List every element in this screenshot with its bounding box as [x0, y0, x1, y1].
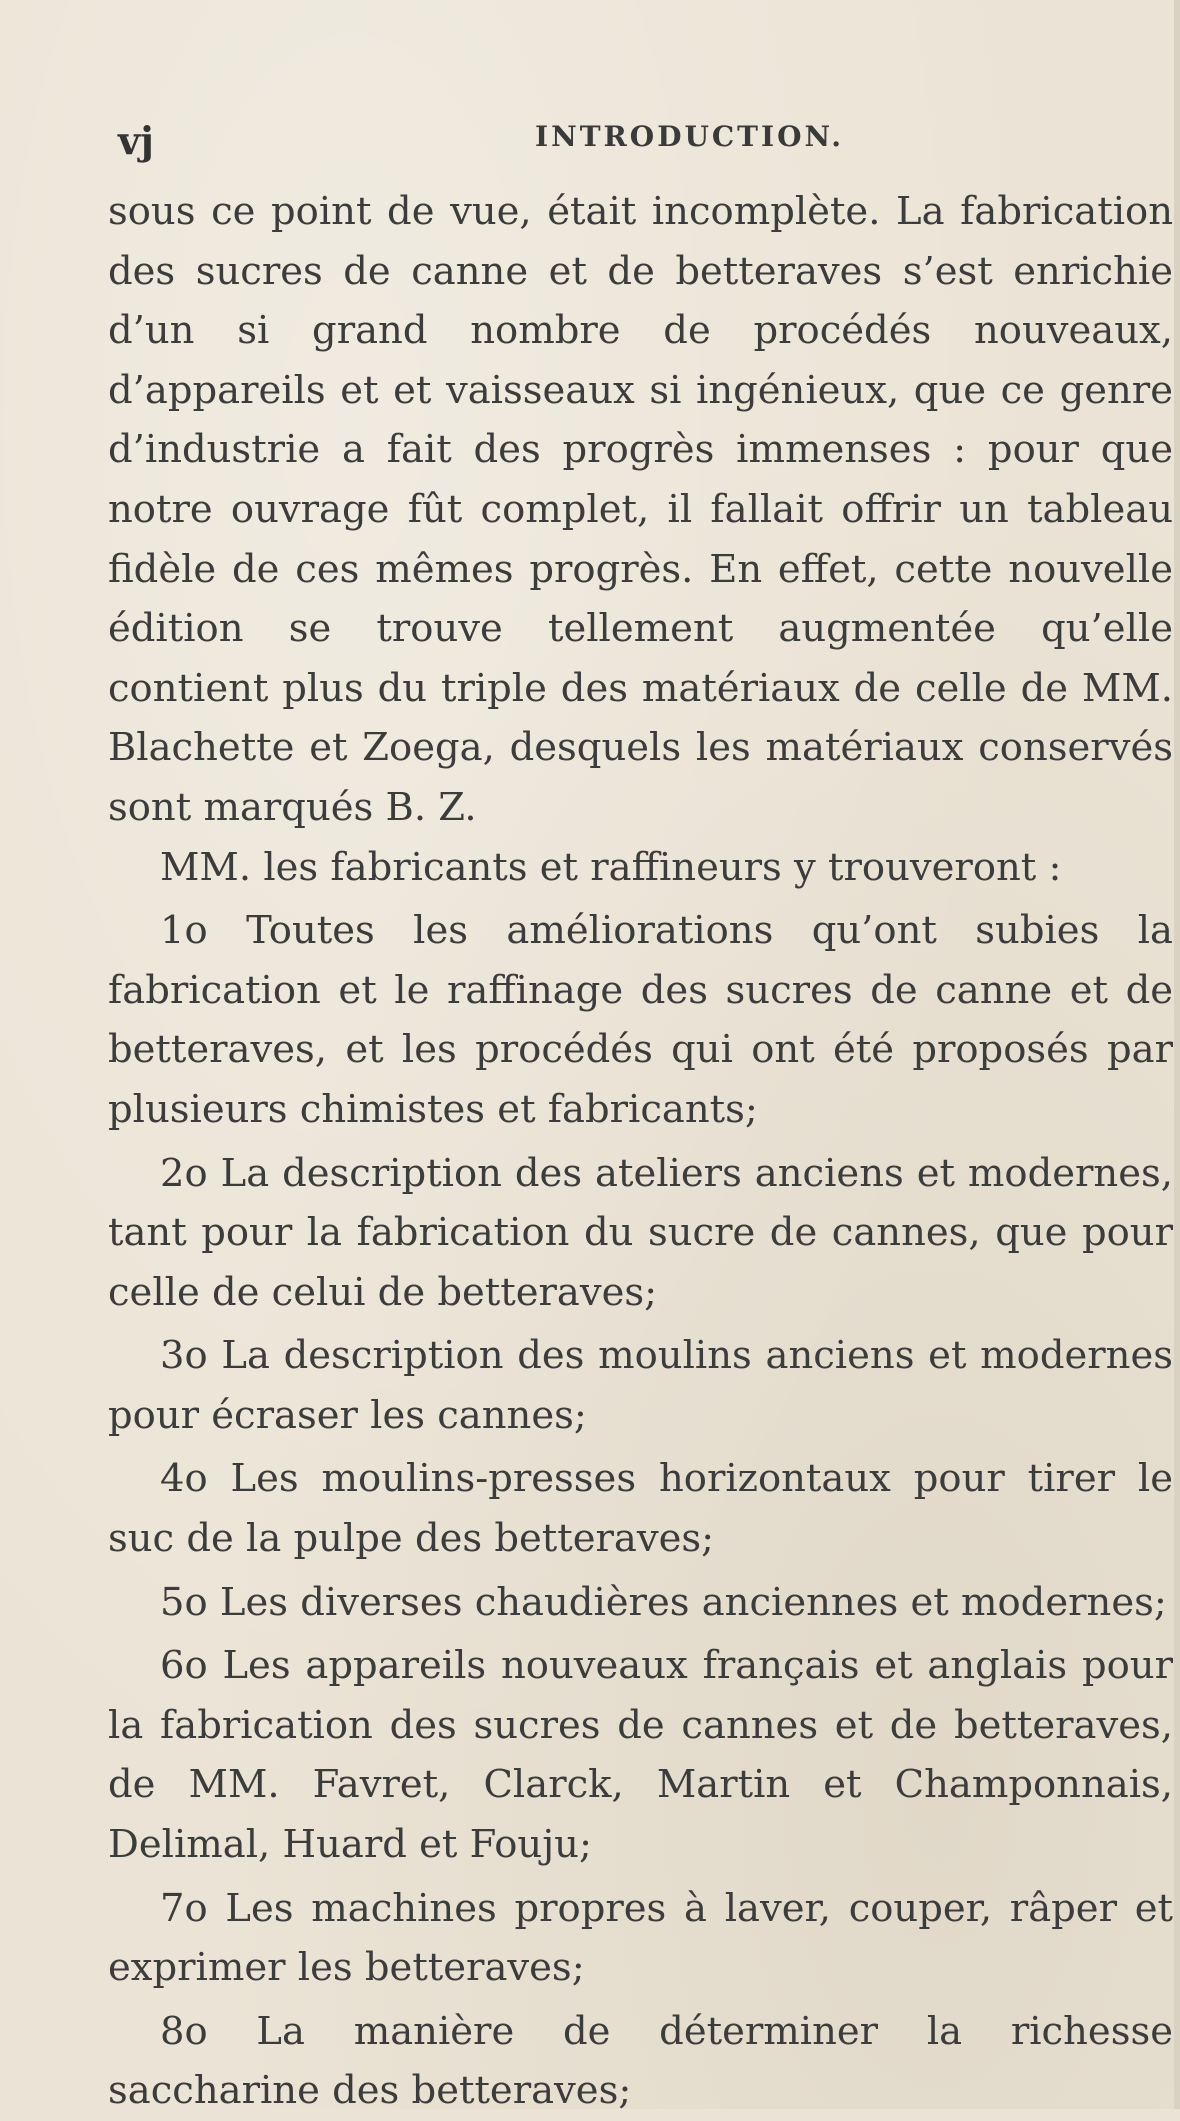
list-item: 7o Les machines propres à laver, couper, râper et exprimer les betteraves; — [108, 1885, 1173, 1991]
body-text — [108, 182, 1173, 2121]
list-item: 6o Les appareils nouveaux français et anglais pour la fabrication des sucres de cannes et de betteraves, de MM. Favret, Clarck, Martin et Champonnais, Delimal, Huard et Fouju; — [108, 1643, 1173, 1868]
list-item: 5o Les diverses chaudières anciennes et modernes; — [160, 1579, 1167, 1625]
page-number: vj — [118, 118, 154, 163]
list-item: 3o La description des moulins anciens et modernes pour écraser les cannes; — [108, 1333, 1173, 1438]
list-item: 2o La description des ateliers anciens et modernes, tant pour la fabrication du sucre de cannes, que pour celle de celui de betteraves; — [108, 1150, 1173, 1315]
list-item: 1o Toutes les améliorations qu’ont subies la fabrication et le raffinage des sucres de canne et de betteraves, et les procédés qui ont été proposés par plusieurs chimistes et fabricants; — [108, 908, 1173, 1132]
lead-in: MM. les fabricants et raffineurs y trouveront : — [160, 844, 1062, 890]
running-head: INTRODUCTION. — [535, 120, 845, 153]
list-item: 8o La manière de déterminer la richesse saccharine des betteraves; — [108, 2008, 1173, 2114]
list-item: 4o Les moulins-presses horizontaux pour tirer le suc de la pulpe des betteraves; — [108, 1456, 1173, 1562]
intro-paragraph: sous ce point de vue, était incomplète. La fabrication des sucres de canne et de betteraves s’est enrichie d’un si grand nombre de procédés nouveaux, d’appareils et et vaisseaux si ingénieux, que ce genre d’industrie a fait des progrès immenses : pour que notre ouvrage fût complet, il fallait offrir un tableau fidèle de ces mêmes progrès. En effet, cette nouvelle édition se trouve tellement augmentée qu’elle contient plus du triple des matériaux de celle de MM. Blachette et Zoega, desquels les matériaux conservés sont marqués B. Z. — [108, 189, 1173, 830]
